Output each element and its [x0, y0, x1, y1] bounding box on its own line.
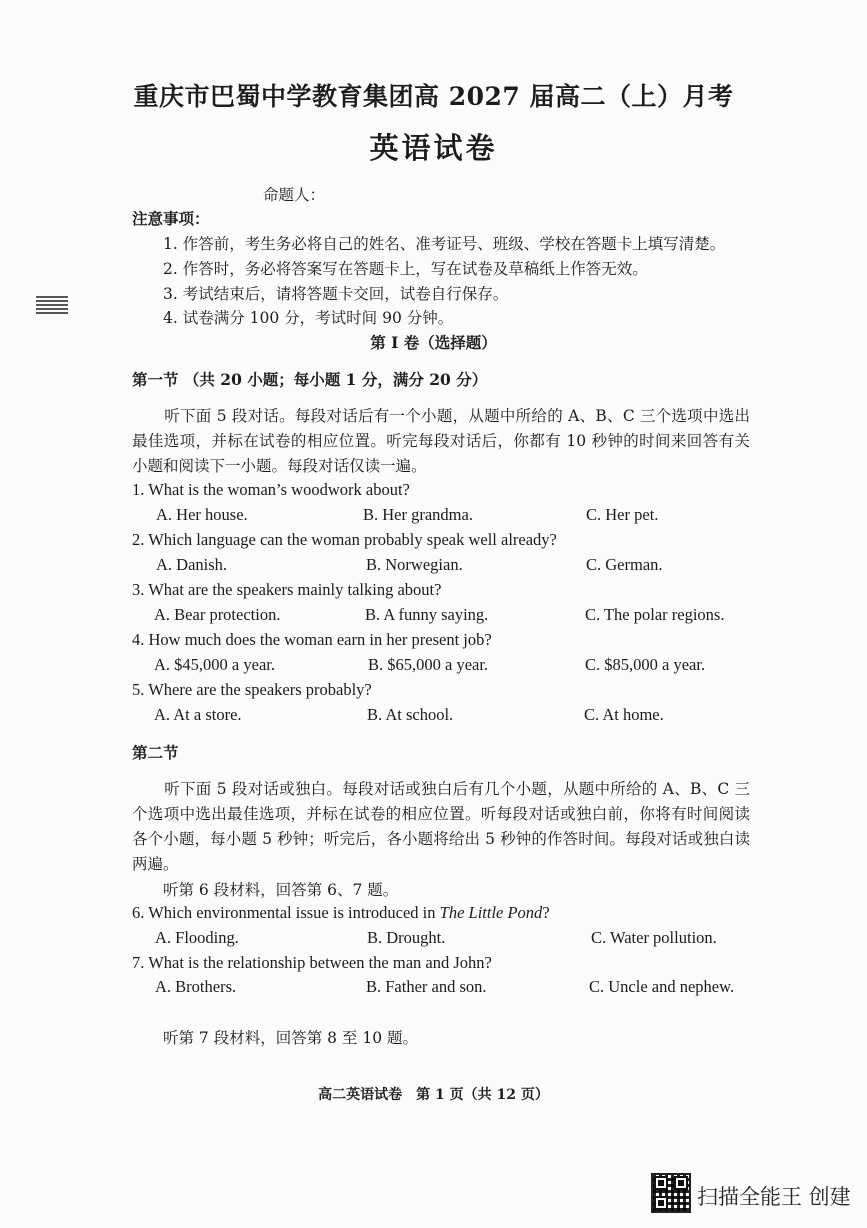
section1-instructions-text: 听下面 5 段对话。每段对话后有一个小题，从题中所给的 A、B、C 三个选项中选出最佳选项，并标在试卷的相应位置。听完每段对话后，你都有 10 秒钟的时间来回答有关小题和阅读下一小题。每段对话仅读一遍。: [132, 407, 750, 475]
exam-subtitle: 英语试卷: [369, 131, 498, 165]
option-c: C. Her pet.: [586, 505, 659, 524]
option-c: C. At home.: [584, 705, 664, 724]
scanner-watermark: 扫描全能王 创建: [697, 1185, 851, 1209]
option-a: A. Danish.: [156, 555, 228, 574]
option-a: A. Her house.: [156, 505, 248, 524]
option-c: C. German.: [586, 555, 663, 574]
question-stem: 5. Where are the speakers probably?: [132, 680, 372, 699]
option-a: A. $45,000 a year.: [154, 655, 275, 674]
question-stem-text: 6. Which environmental issue is introduced in: [132, 903, 440, 922]
question-stem: 3. What are the speakers mainly talking about?: [132, 580, 442, 599]
question-stem: 4. How much does the woman earn in her present job?: [132, 630, 492, 649]
option-a: A. Brothers.: [155, 977, 237, 996]
option-c: C. The polar regions.: [585, 605, 725, 624]
qr-code-icon: [651, 1173, 691, 1213]
question-stem: 2. Which language can the woman probably speak well already?: [132, 530, 557, 549]
margin-code-icon: [36, 296, 68, 318]
option-c: C. Uncle and nephew.: [589, 977, 735, 996]
section1-instructions: [132, 404, 750, 479]
option-b: B. A funny saying.: [365, 605, 489, 624]
section2-heading: 第二节: [132, 743, 179, 762]
option-b: B. Drought.: [367, 928, 446, 947]
material-6-note: 听第 6 段材料，回答第 6、7 题。: [163, 881, 399, 899]
option-a: A. Flooding.: [155, 928, 239, 947]
option-a: A. Bear protection.: [154, 605, 281, 624]
option-b: B. Norwegian.: [366, 555, 463, 574]
exam-title: 重庆市巴蜀中学教育集团高 2027 届高二（上）月考: [133, 82, 734, 111]
question-stem: [132, 903, 550, 923]
note-item: 2. 作答时，务必将答案写在答题卡上，写在试卷及草稿纸上作答无效。: [163, 260, 648, 278]
option-b: B. Father and son.: [366, 977, 487, 996]
note-item: 1. 作答前，考生务必将自己的姓名、准考证号、班级、学校在答题卡上填写清楚。: [163, 235, 726, 253]
option-b: B. Her grandma.: [363, 505, 473, 524]
volume-title: 第 I 卷（选择题）: [370, 333, 497, 352]
section2-instructions: [132, 777, 750, 877]
note-item: 4. 试卷满分 100 分，考试时间 90 分钟。: [163, 309, 454, 327]
option-b: B. $65,000 a year.: [368, 655, 489, 674]
section2-instructions-text: 听下面 5 段对话或独白。每段对话或独白后有几个小题，从题中所给的 A、B、C 三个选项中选出最佳选项，并标在试卷的相应位置。听每段对话或独白前，你将有时间阅读各个小题，每小题 5 秒钟；听完后，各小题将给出 5 秒钟的作答时间。每段对话或独白读两遍。: [132, 780, 750, 873]
page-footer: 高二英语试卷 第 1 页（共 12 页）: [318, 1087, 549, 1103]
question-stem: 1. What is the woman’s woodwork about?: [132, 480, 410, 499]
option-c: C. $85,000 a year.: [585, 655, 706, 674]
note-item: 3. 考试结束后，请将答题卡交回，试卷自行保存。: [163, 285, 509, 303]
section1-heading: 第一节 （共 20 小题；每小题 1 分，满分 20 分）: [132, 370, 488, 389]
question-stem: 7. What is the relationship between the man and John?: [132, 953, 492, 972]
question-stem-end: ?: [542, 903, 550, 922]
option-b: B. At school.: [367, 705, 454, 724]
option-c: C. Water pollution.: [591, 928, 717, 947]
author-label: 命题人：: [263, 186, 326, 204]
book-title: The Little Pond: [439, 903, 543, 922]
option-a: A. At a store.: [154, 705, 242, 724]
notes-heading: 注意事项：: [132, 209, 210, 228]
material-7-note: 听第 7 段材料，回答第 8 至 10 题。: [163, 1029, 419, 1047]
